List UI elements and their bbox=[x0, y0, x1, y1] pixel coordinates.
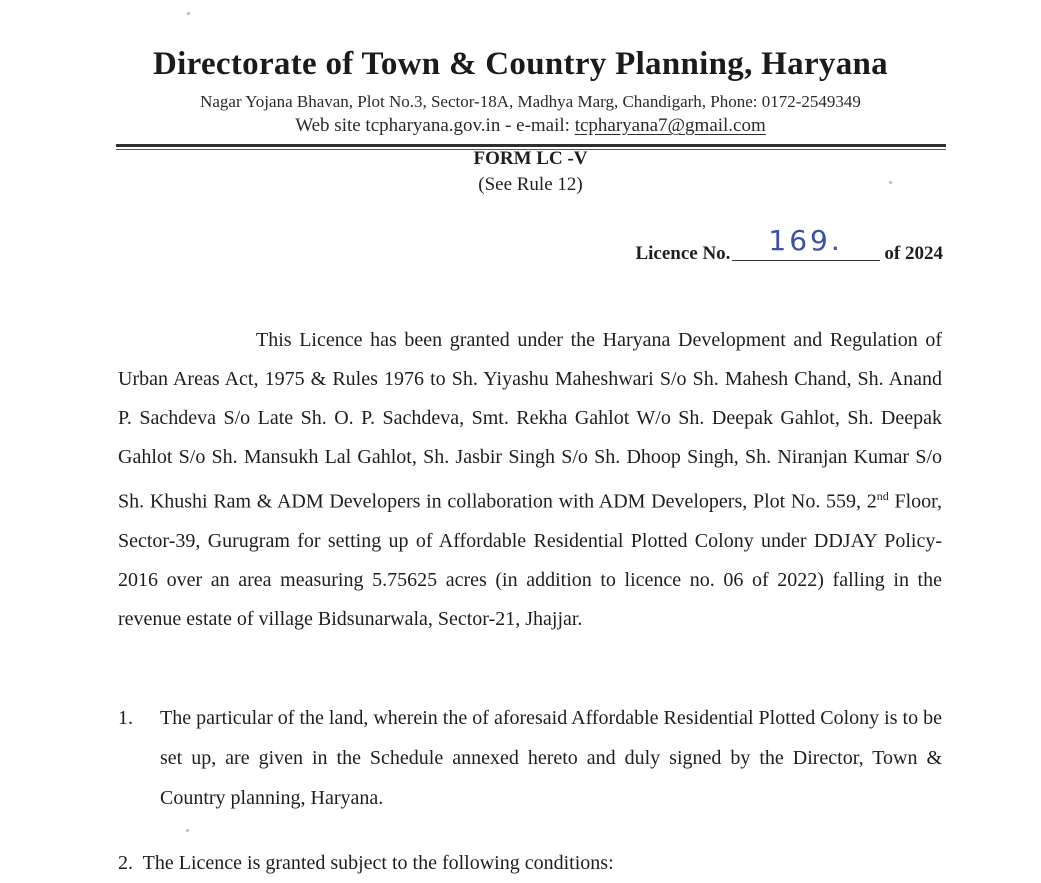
header-divider bbox=[116, 144, 946, 147]
ordinal-suffix: nd bbox=[876, 489, 889, 503]
item-2-number: 2. bbox=[118, 852, 133, 874]
scan-speck bbox=[186, 829, 189, 832]
licence-number-handwritten: 169. bbox=[768, 224, 843, 257]
item-1-text: The particular of the land, wherein the of aforesaid Affordable Residential Plotted Colony is to be set up, are given in the Schedule annexed hereto and duly signed by the Director, Town & Country planning, Haryana. bbox=[160, 707, 942, 809]
licence-number-line bbox=[635, 224, 943, 265]
item-2-text: The Licence is granted subject to the following conditions: bbox=[142, 852, 614, 874]
scan-speck bbox=[889, 181, 892, 184]
form-name: FORM LC -V bbox=[473, 148, 588, 169]
scan-speck bbox=[187, 12, 190, 15]
grant-paragraph bbox=[118, 321, 942, 639]
item-1-number: 1. bbox=[118, 707, 133, 729]
licence-year: of 2024 bbox=[884, 243, 943, 264]
office-address: Nagar Yojana Bhavan, Plot No.3, Sector-18A, Madhya Marg, Chandigarh, Phone: 0172-2549349 bbox=[200, 92, 861, 111]
form-rule-reference: (See Rule 12) bbox=[478, 174, 583, 195]
website-line bbox=[0, 115, 1041, 137]
email-link[interactable]: tcpharyana7@gmail.com bbox=[574, 115, 766, 136]
grant-text-part2: Floor, Sector-39, Gurugram for setting up of Affordable Residential Plotted Colony under DDJAY Policy-2016 over an area measuring 5.75625 acres (in addition to licence no. 06 of 2022) falling in the revenue estate of village Bidsunarwala, Sector-21, Jhajjar. bbox=[118, 490, 942, 630]
licence-number-field bbox=[732, 224, 880, 261]
website-prefix: Web site tcpharyana.gov.in - e-mail: bbox=[295, 115, 575, 136]
grant-text-part1: This Licence has been granted under the Haryana Development and Regulation of Urban Areas Act, 1975 & Rules 1976 to Sh. Yiyashu Maheshwari S/o Sh. Mahesh Chand, Sh. Anand P. Sachdeva S/o Late Sh. O. P. Sachdeva, Smt. Rekha Gahlot W/o Sh. Deepak Gahlot, Sh. Deepak Gahlot S/o Sh. Mansukh Lal Gahlot, Sh. Jasbir Singh S/o Sh. Dhoop Singh, Sh. Niranjan Kumar S/o Sh. Khushi Ram & ADM Developers in collaboration with ADM Developers, Plot No. 559, 2 bbox=[118, 329, 942, 513]
directorate-title: Directorate of Town & Country Planning, Haryana bbox=[153, 46, 888, 82]
item-2 bbox=[118, 843, 614, 883]
licence-label: Licence No. bbox=[635, 243, 731, 264]
